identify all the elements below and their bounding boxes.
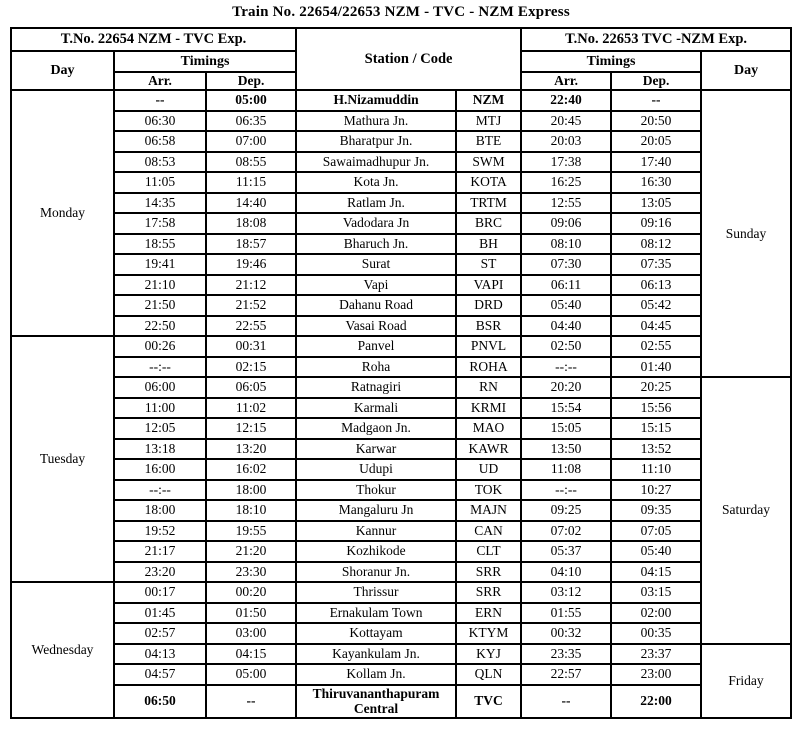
table-row: [11, 316, 791, 337]
dep-left-cell: 21:52: [206, 295, 296, 316]
arr-right-cell: 02:50: [521, 336, 611, 357]
station-cell: Kannur: [296, 521, 456, 542]
table-row: [11, 500, 791, 521]
code-cell: TRTM: [456, 193, 521, 214]
arr-left-cell: 21:10: [114, 275, 206, 296]
station-cell: Karwar: [296, 439, 456, 460]
arr-right-cell: 22:40: [521, 90, 611, 111]
dep-right-cell: 16:30: [611, 172, 701, 193]
code-cell: MTJ: [456, 111, 521, 132]
arr-right-cell: 20:03: [521, 131, 611, 152]
arr-right-cell: 09:06: [521, 213, 611, 234]
train-timetable: [10, 27, 792, 719]
dep-left-cell: 02:15: [206, 357, 296, 378]
station-cell: Karmali: [296, 398, 456, 419]
dep-left-cell: 03:00: [206, 623, 296, 644]
dep-right-cell: 15:56: [611, 398, 701, 419]
dep-header-right: Dep.: [611, 72, 701, 90]
station-cell: Vasai Road: [296, 316, 456, 337]
table-row: [11, 111, 791, 132]
arr-left-cell: 13:18: [114, 439, 206, 460]
dep-left-cell: 04:15: [206, 644, 296, 665]
timings-header-left: Timings: [114, 51, 296, 72]
station-cell: Sawaimadhupur Jn.: [296, 152, 456, 173]
arr-left-cell: 08:53: [114, 152, 206, 173]
arr-left-cell: 14:35: [114, 193, 206, 214]
code-cell: DRD: [456, 295, 521, 316]
station-cell: Thrissur: [296, 582, 456, 603]
station-cell: Kayankulam Jn.: [296, 644, 456, 665]
code-cell: ST: [456, 254, 521, 275]
right-train-header: T.No. 22653 TVC -NZM Exp.: [521, 28, 791, 51]
code-cell: BTE: [456, 131, 521, 152]
table-row: [11, 398, 791, 419]
station-cell: Bharatpur Jn.: [296, 131, 456, 152]
table-row: [11, 377, 791, 398]
table-row: [11, 152, 791, 173]
code-cell: ERN: [456, 603, 521, 624]
arr-left-cell: 00:17: [114, 582, 206, 603]
table-row: [11, 172, 791, 193]
dep-left-cell: 06:35: [206, 111, 296, 132]
dep-right-cell: 22:00: [611, 685, 701, 718]
dep-right-cell: 05:42: [611, 295, 701, 316]
dep-left-cell: 05:00: [206, 90, 296, 111]
station-cell: Madgaon Jn.: [296, 418, 456, 439]
dep-right-cell: 07:05: [611, 521, 701, 542]
table-row: [11, 439, 791, 460]
dep-left-cell: 18:00: [206, 480, 296, 501]
dep-right-cell: 20:05: [611, 131, 701, 152]
code-cell: KOTA: [456, 172, 521, 193]
arr-right-cell: 05:40: [521, 295, 611, 316]
station-cell: Bharuch Jn.: [296, 234, 456, 255]
station-cell: Mathura Jn.: [296, 111, 456, 132]
code-cell: RN: [456, 377, 521, 398]
code-cell: KTYM: [456, 623, 521, 644]
code-cell: KYJ: [456, 644, 521, 665]
arr-right-cell: 00:32: [521, 623, 611, 644]
dep-right-cell: 02:55: [611, 336, 701, 357]
dep-right-cell: 17:40: [611, 152, 701, 173]
dep-left-cell: 19:55: [206, 521, 296, 542]
arr-left-cell: --:--: [114, 357, 206, 378]
code-cell: PNVL: [456, 336, 521, 357]
table-row: [11, 541, 791, 562]
arr-header-right: Arr.: [521, 72, 611, 90]
arr-left-cell: 06:58: [114, 131, 206, 152]
arr-right-cell: 03:12: [521, 582, 611, 603]
dep-left-cell: 14:40: [206, 193, 296, 214]
table-row: [11, 623, 791, 644]
header-row-trains: [11, 28, 791, 51]
table-row: [11, 480, 791, 501]
arr-right-cell: --:--: [521, 480, 611, 501]
table-row: [11, 562, 791, 583]
code-cell: TOK: [456, 480, 521, 501]
station-cell: Thiruvananthapuram Central: [296, 685, 456, 718]
arr-left-cell: 21:17: [114, 541, 206, 562]
dep-left-cell: 18:57: [206, 234, 296, 255]
dep-left-cell: 13:20: [206, 439, 296, 460]
dep-right-cell: 09:35: [611, 500, 701, 521]
table-row: [11, 234, 791, 255]
dep-right-cell: 08:12: [611, 234, 701, 255]
code-cell: MAO: [456, 418, 521, 439]
dep-left-cell: 19:46: [206, 254, 296, 275]
table-row: [11, 295, 791, 316]
station-cell: H.Nizamuddin: [296, 90, 456, 111]
arr-right-cell: 08:10: [521, 234, 611, 255]
dep-left-cell: --: [206, 685, 296, 718]
station-cell: Ernakulam Town: [296, 603, 456, 624]
dep-left-cell: 21:12: [206, 275, 296, 296]
arr-right-cell: 20:45: [521, 111, 611, 132]
dep-right-cell: 02:00: [611, 603, 701, 624]
arr-left-cell: 02:57: [114, 623, 206, 644]
dep-left-cell: 00:20: [206, 582, 296, 603]
arr-left-cell: 23:20: [114, 562, 206, 583]
day-cell-right: Sunday: [701, 90, 791, 377]
code-cell: MAJN: [456, 500, 521, 521]
dep-right-cell: 20:25: [611, 377, 701, 398]
station-cell: Mangaluru Jn: [296, 500, 456, 521]
day-cell-left: Tuesday: [11, 336, 114, 582]
station-cell: Vadodara Jn: [296, 213, 456, 234]
arr-right-cell: 09:25: [521, 500, 611, 521]
dep-right-cell: 23:00: [611, 664, 701, 685]
code-cell: UD: [456, 459, 521, 480]
arr-left-cell: 19:52: [114, 521, 206, 542]
dep-right-cell: 23:37: [611, 644, 701, 665]
dep-right-cell: 05:40: [611, 541, 701, 562]
arr-left-cell: 18:00: [114, 500, 206, 521]
table-row: [11, 213, 791, 234]
arr-left-cell: 06:00: [114, 377, 206, 398]
station-cell: Panvel: [296, 336, 456, 357]
arr-right-cell: 07:02: [521, 521, 611, 542]
station-cell: Roha: [296, 357, 456, 378]
arr-right-cell: 20:20: [521, 377, 611, 398]
table-row: [11, 521, 791, 542]
arr-right-cell: --:--: [521, 357, 611, 378]
arr-left-cell: 06:50: [114, 685, 206, 718]
arr-right-cell: 23:35: [521, 644, 611, 665]
code-cell: BRC: [456, 213, 521, 234]
dep-right-cell: 07:35: [611, 254, 701, 275]
dep-right-cell: 10:27: [611, 480, 701, 501]
arr-left-cell: 18:55: [114, 234, 206, 255]
arr-right-cell: 01:55: [521, 603, 611, 624]
dep-right-cell: 00:35: [611, 623, 701, 644]
code-cell: SRR: [456, 562, 521, 583]
arr-left-cell: 00:26: [114, 336, 206, 357]
arr-left-cell: --: [114, 90, 206, 111]
dep-right-cell: --: [611, 90, 701, 111]
arr-right-cell: --: [521, 685, 611, 718]
dep-right-cell: 20:50: [611, 111, 701, 132]
arr-left-cell: 21:50: [114, 295, 206, 316]
dep-left-cell: 11:15: [206, 172, 296, 193]
station-cell: Shoranur Jn.: [296, 562, 456, 583]
timings-header-right: Timings: [521, 51, 701, 72]
code-cell: KRMI: [456, 398, 521, 419]
left-train-header: T.No. 22654 NZM - TVC Exp.: [11, 28, 296, 51]
table-row: [11, 131, 791, 152]
dep-left-cell: 06:05: [206, 377, 296, 398]
table-row: [11, 254, 791, 275]
dep-left-cell: 18:08: [206, 213, 296, 234]
arr-right-cell: 11:08: [521, 459, 611, 480]
table-row: [11, 193, 791, 214]
dep-left-cell: 08:55: [206, 152, 296, 173]
arr-right-cell: 04:40: [521, 316, 611, 337]
dep-right-cell: 15:15: [611, 418, 701, 439]
station-cell: Kollam Jn.: [296, 664, 456, 685]
code-cell: CLT: [456, 541, 521, 562]
station-cell: Kozhikode: [296, 541, 456, 562]
dep-left-cell: 23:30: [206, 562, 296, 583]
day-cell-left: Monday: [11, 90, 114, 336]
arr-right-cell: 13:50: [521, 439, 611, 460]
arr-right-cell: 15:05: [521, 418, 611, 439]
dep-left-cell: 22:55: [206, 316, 296, 337]
dep-left-cell: 18:10: [206, 500, 296, 521]
code-cell: SRR: [456, 582, 521, 603]
code-cell: CAN: [456, 521, 521, 542]
arr-left-cell: 16:00: [114, 459, 206, 480]
arr-right-cell: 07:30: [521, 254, 611, 275]
code-cell: NZM: [456, 90, 521, 111]
arr-left-cell: 17:58: [114, 213, 206, 234]
station-cell: Udupi: [296, 459, 456, 480]
dep-left-cell: 12:15: [206, 418, 296, 439]
day-cell-right: Friday: [701, 644, 791, 718]
dep-left-cell: 16:02: [206, 459, 296, 480]
station-cell: Dahanu Road: [296, 295, 456, 316]
arr-left-cell: 11:05: [114, 172, 206, 193]
dep-left-cell: 01:50: [206, 603, 296, 624]
station-cell: Surat: [296, 254, 456, 275]
station-cell: Ratnagiri: [296, 377, 456, 398]
arr-right-cell: 22:57: [521, 664, 611, 685]
arr-left-cell: 04:13: [114, 644, 206, 665]
day-header-right: Day: [701, 51, 791, 90]
code-cell: TVC: [456, 685, 521, 718]
table-row: [11, 275, 791, 296]
timetable-body: [11, 90, 791, 718]
table-row: [11, 418, 791, 439]
dep-right-cell: 13:05: [611, 193, 701, 214]
arr-right-cell: 12:55: [521, 193, 611, 214]
dep-header-left: Dep.: [206, 72, 296, 90]
arr-right-cell: 15:54: [521, 398, 611, 419]
table-row: [11, 336, 791, 357]
table-row: [11, 357, 791, 378]
day-cell-right: Saturday: [701, 377, 791, 644]
arr-right-cell: 05:37: [521, 541, 611, 562]
arr-left-cell: 01:45: [114, 603, 206, 624]
arr-left-cell: 19:41: [114, 254, 206, 275]
table-row: [11, 459, 791, 480]
dep-right-cell: 11:10: [611, 459, 701, 480]
page-title: Train No. 22654/22653 NZM - TVC - NZM Express: [232, 4, 570, 20]
dep-right-cell: 13:52: [611, 439, 701, 460]
table-row: [11, 582, 791, 603]
dep-right-cell: 01:40: [611, 357, 701, 378]
code-cell: BH: [456, 234, 521, 255]
arr-left-cell: 11:00: [114, 398, 206, 419]
arr-right-cell: 16:25: [521, 172, 611, 193]
code-cell: QLN: [456, 664, 521, 685]
arr-right-cell: 06:11: [521, 275, 611, 296]
table-row: [11, 644, 791, 665]
arr-left-cell: 06:30: [114, 111, 206, 132]
dep-left-cell: 21:20: [206, 541, 296, 562]
arr-right-cell: 17:38: [521, 152, 611, 173]
code-cell: KAWR: [456, 439, 521, 460]
dep-left-cell: 07:00: [206, 131, 296, 152]
table-row: [11, 90, 791, 111]
station-cell: Ratlam Jn.: [296, 193, 456, 214]
code-cell: VAPI: [456, 275, 521, 296]
code-cell: ROHA: [456, 357, 521, 378]
table-row: [11, 685, 791, 718]
arr-left-cell: 04:57: [114, 664, 206, 685]
table-row: [11, 603, 791, 624]
dep-right-cell: 04:45: [611, 316, 701, 337]
station-cell: Thokur: [296, 480, 456, 501]
dep-left-cell: 00:31: [206, 336, 296, 357]
dep-right-cell: 03:15: [611, 582, 701, 603]
table-row: [11, 664, 791, 685]
station-cell: Kottayam: [296, 623, 456, 644]
dep-left-cell: 11:02: [206, 398, 296, 419]
day-header-left: Day: [11, 51, 114, 90]
dep-right-cell: 09:16: [611, 213, 701, 234]
arr-left-cell: 22:50: [114, 316, 206, 337]
dep-right-cell: 06:13: [611, 275, 701, 296]
arr-right-cell: 04:10: [521, 562, 611, 583]
station-cell: Kota Jn.: [296, 172, 456, 193]
day-cell-left: Wednesday: [11, 582, 114, 718]
dep-right-cell: 04:15: [611, 562, 701, 583]
arr-left-cell: 12:05: [114, 418, 206, 439]
station-cell: Vapi: [296, 275, 456, 296]
station-code-header: Station / Code: [296, 28, 521, 90]
dep-left-cell: 05:00: [206, 664, 296, 685]
code-cell: SWM: [456, 152, 521, 173]
code-cell: BSR: [456, 316, 521, 337]
arr-left-cell: --:--: [114, 480, 206, 501]
arr-header-left: Arr.: [114, 72, 206, 90]
